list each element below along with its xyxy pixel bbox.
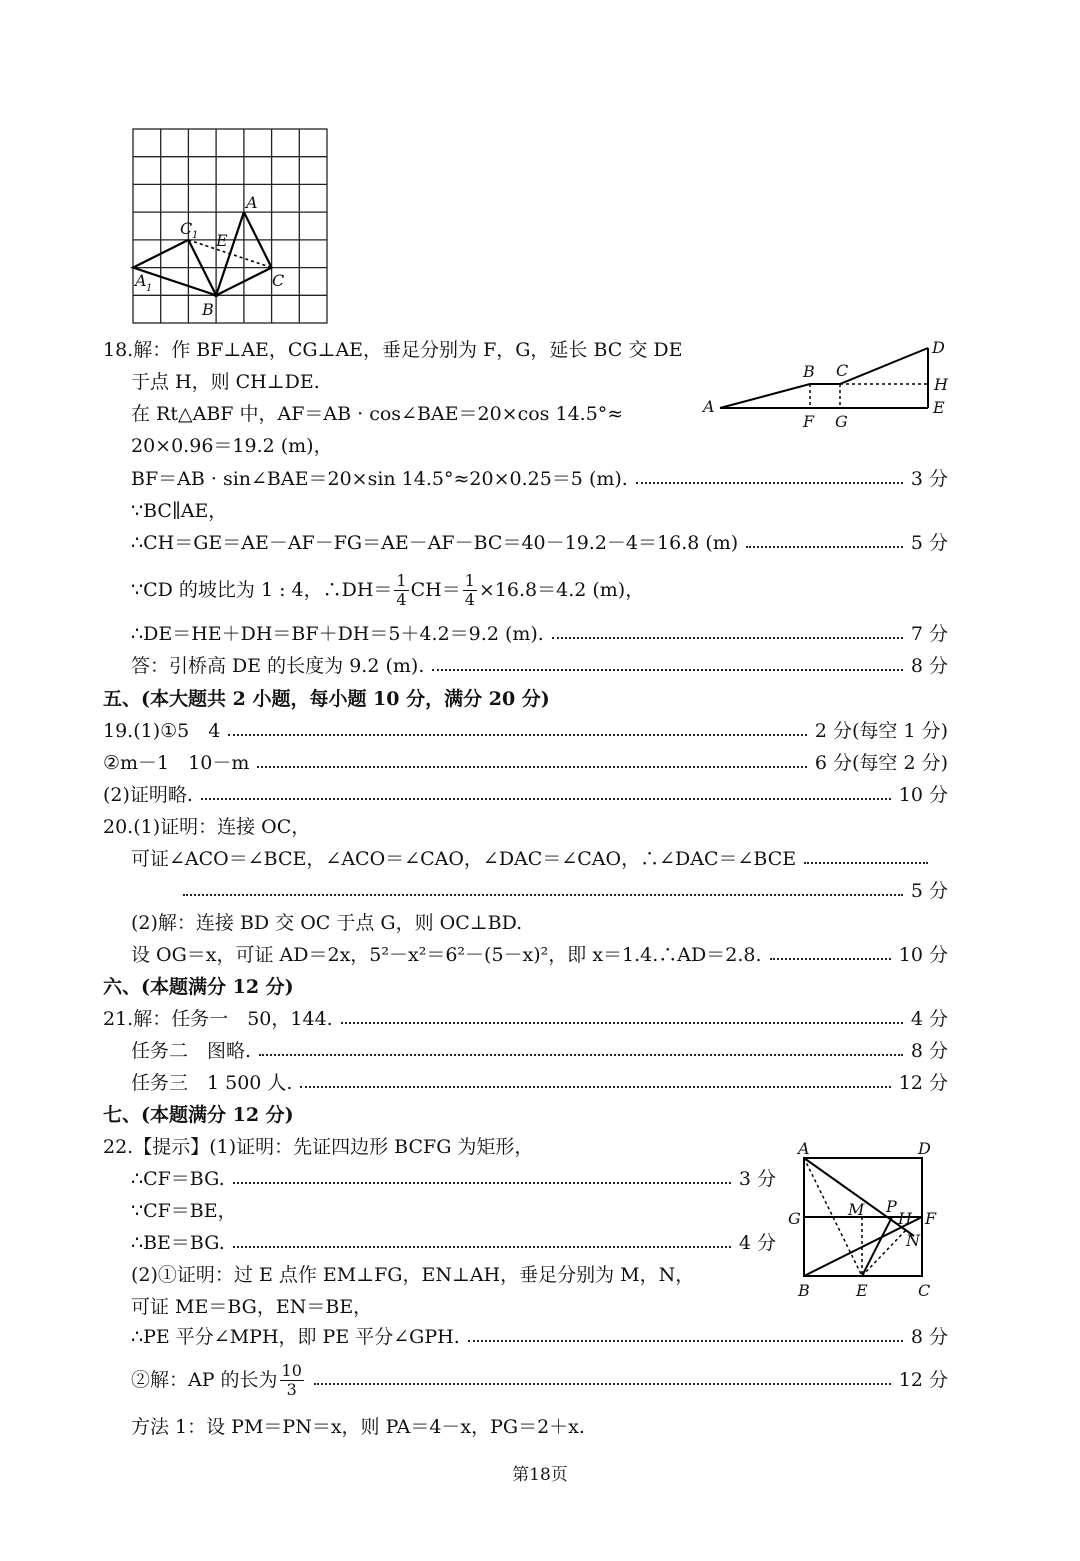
label-A: A [246,193,258,212]
label-A: A [798,1139,810,1158]
q22-line-2: ∴CF＝BG. 3 分 [131,1168,776,1190]
bridge-figure [700,336,960,436]
q22-line-5: (2)①证明：过 E 点作 EM⊥FG，EN⊥AH，垂足分别为 M，N， [131,1264,695,1286]
label-A1: A [135,271,147,290]
label-D: D [932,338,945,357]
label-C: C [272,271,285,290]
label-A: A [703,397,715,416]
q18-line-2: 于点 H，则 CH⊥DE. [131,371,320,393]
label-N: N [906,1231,920,1250]
rectangle-figure [782,1134,947,1304]
label-C1: C [180,219,193,238]
fraction-ten-thirds: $\frac{10}{3}$ [281,1360,302,1399]
label-E: E [216,231,228,250]
q20-line-5: 设 OG＝x，可证 AD＝2x，5²－x²＝6²－(5－x)²，即 x＝1.4.∴AD＝2.8. 10 分 [131,944,948,966]
q18-line-8: ∵CD 的坡比为 1 : 4，∴DH＝ $\frac{1}{4}$ CH＝ $\frac{1}{4}$ ×16.8＝4.2 (m)， [131,570,645,609]
q22-line-4: ∴BE＝BG. 4 分 [131,1232,776,1254]
q21-line-2: 任务二 图略. 8 分 [131,1040,948,1062]
q21-line-3: 任务三 1 500 人. 12 分 [131,1072,948,1094]
label-G: G [835,412,848,431]
label-P: P [886,1197,897,1216]
label-C: C [918,1281,931,1300]
q20-line-4: (2)解：连接 BD 交 OC 于点 G，则 OC⊥BD. [131,912,523,934]
fraction-one-quarter: $\frac{1}{4}$ [396,570,407,609]
label-C: C [836,361,849,380]
q18-line-1: 18.解：作 BF⊥AE，CG⊥AE，垂足分别为 F，G，延长 BC 交 DE [103,339,683,361]
q20-line-2: 可证∠ACO＝∠BCE，∠ACO＝∠CAO，∠DAC＝∠CAO，∴∠DAC＝∠BCE [131,843,936,875]
label-M: M [848,1200,865,1219]
page-number: 第18页 [512,1465,568,1485]
label-H: H [934,375,948,394]
q18-line-5: BF＝AB · sin∠BAE＝20×sin 14.5°≈20×0.25＝5 (m). 3 分 [131,468,948,490]
label-B: B [803,362,815,381]
q19-line-2: ②m－1 10－m 6 分(每空 2 分) [103,752,948,774]
q22-line-9: 方法 1：设 PM＝PN＝x，则 PA＝4－x，PG＝2＋x. [131,1416,585,1438]
q22-line-1: 22.【提示】(1)证明：先证四边形 BCFG 为矩形， [103,1136,534,1158]
label-C1-sub: 1 [192,230,199,241]
label-F: F [925,1209,937,1228]
q18-line-7: ∴CH＝GE＝AE－AF－FG＝AE－AF－BC＝40－19.2－4＝16.8 (m) 5 分 [131,532,948,554]
label-D: D [918,1139,931,1158]
q22-line-8: ②解：AP 的长为 $\frac{10}{3}$ 12 分 [131,1360,948,1399]
label-A1-sub: 1 [146,283,153,294]
q22-line-3: ∵CF＝BE， [131,1200,237,1222]
label-G: G [788,1209,801,1228]
label-E: E [933,398,945,417]
q18-line-10: 答：引桥高 DE 的长度为 9.2 (m). 8 分 [131,655,948,677]
q22-line-7: ∴PE 平分∠MPH，即 PE 平分∠GPH. 8 分 [131,1326,948,1348]
q21-line-1: 21.解：任务一 50，144. 4 分 [103,1008,948,1030]
q20-line-1: 20.(1)证明：连接 OC， [103,816,311,838]
q18-line-6: ∵BC∥AE， [131,500,228,522]
label-F: F [803,412,815,431]
q18-line-4: 20×0.96＝19.2 (m)， [131,435,333,457]
label-H: H [898,1209,912,1228]
q18-line-3: 在 Rt△ABF 中，AF＝AB · cos∠BAE＝20×cos 14.5°≈ [131,403,624,425]
q19-line-3: (2)证明略. 10 分 [103,784,948,806]
fraction-one-quarter-2: $\frac{1}{4}$ [464,570,475,609]
q19-line-1: 19.(1)①5 4 2 分(每空 1 分) [103,720,948,742]
q22-line-6: 可证 ME＝BG，EN＝BE， [131,1296,373,1318]
q20-line-3: 5 分 [131,875,948,907]
label-B: B [202,300,214,319]
q18-line-9: ∴DE＝HE＋DH＝BF＋DH＝5＋4.2＝9.2 (m). 7 分 [131,623,948,645]
label-B: B [798,1281,810,1300]
grid-figure [130,126,330,326]
section-7-heading: 七、(本题满分 12 分) [103,1104,294,1126]
section-6-heading: 六、(本题满分 12 分) [103,976,294,998]
section-5-heading: 五、(本大题共 2 小题，每小题 10 分，满分 20 分) [103,688,550,710]
label-E: E [856,1281,868,1300]
